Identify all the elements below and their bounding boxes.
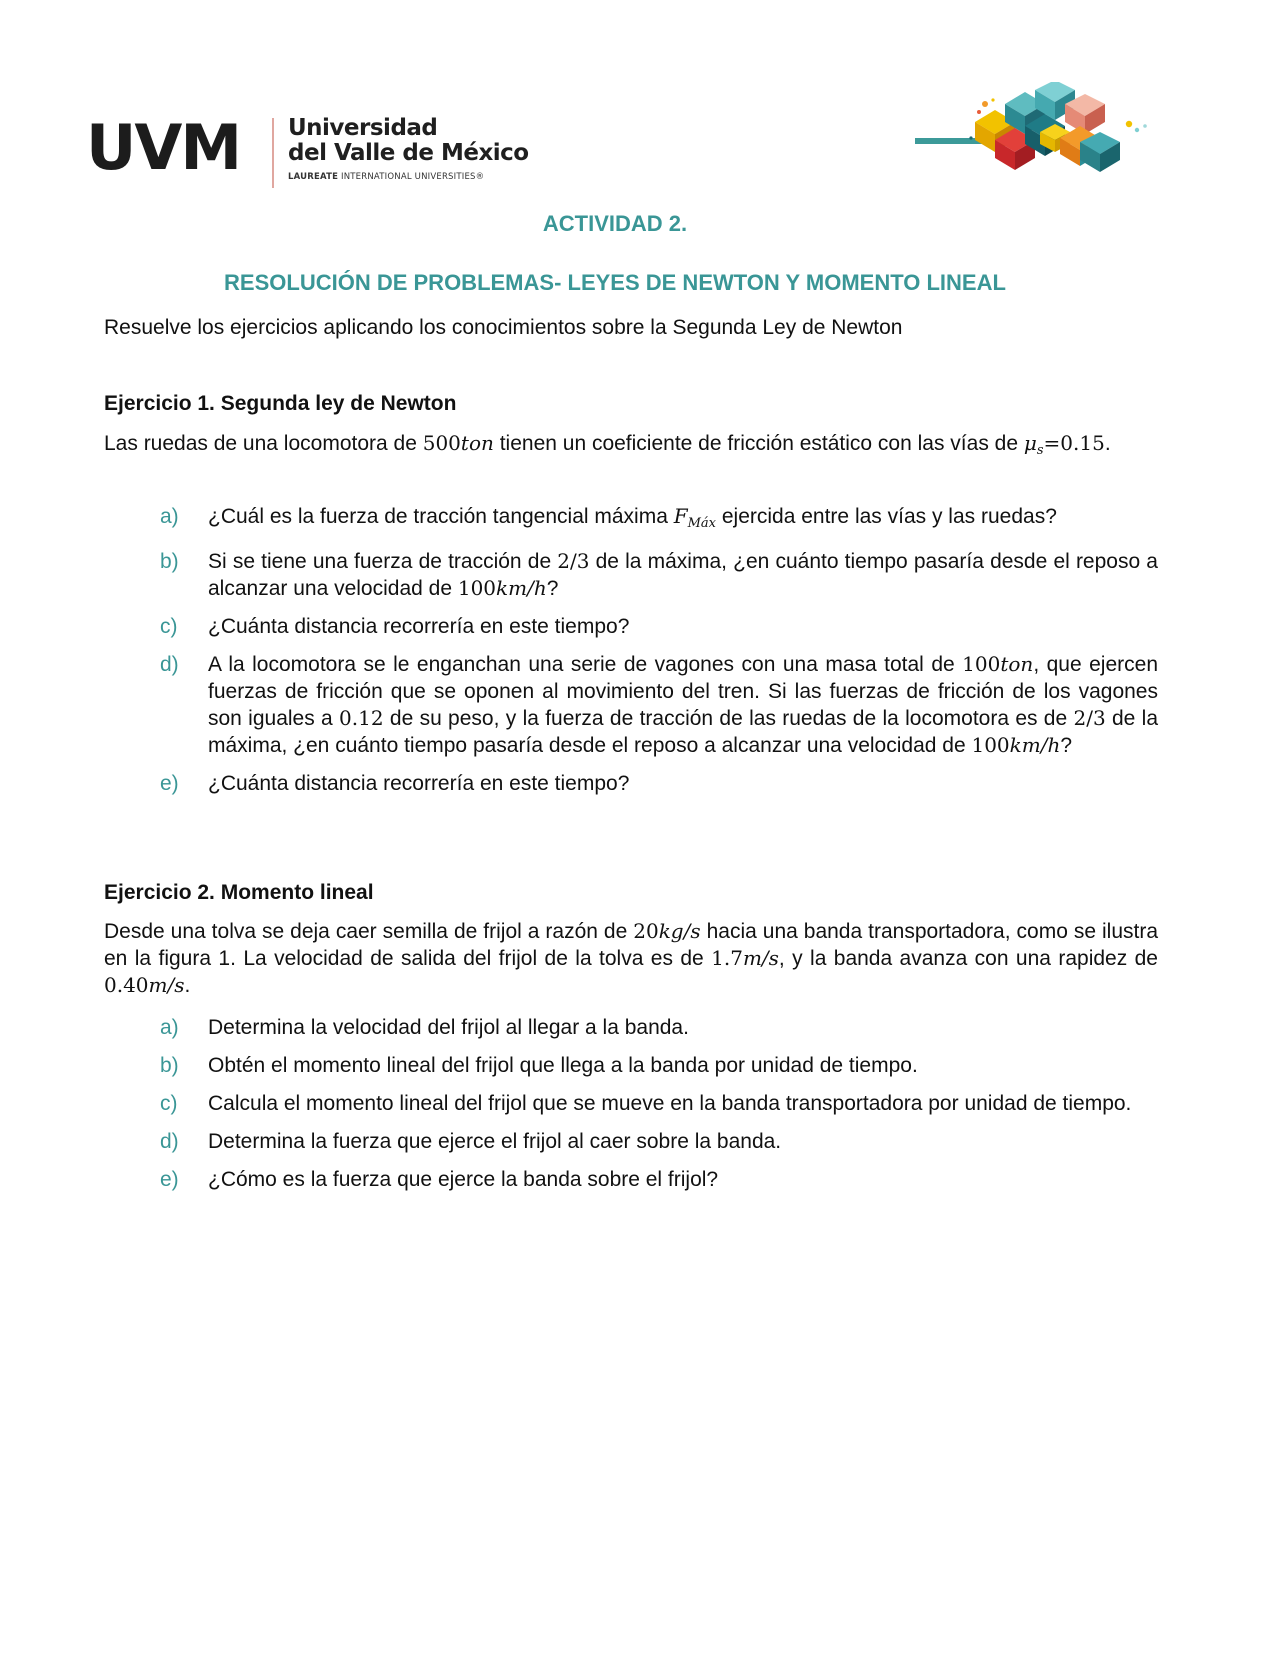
exercise-1-title: Ejercicio 1. Segunda ley de Newton	[104, 392, 457, 415]
list-item: a) Determina la velocidad del frijol al llegar a la banda.	[160, 1016, 689, 1039]
list-item: e) ¿Cuánta distancia recorrería en este tiempo?	[160, 772, 630, 795]
exercise-1-questions	[160, 503, 1158, 808]
instructions-text: Resuelve los ejercicios aplicando los conocimientos sobre la Segunda Ley de Newton	[104, 316, 903, 339]
list-item: a) ¿Cuál es la fuerza de tracción tangencial máxima $F_{Máx}$ ejercida entre las vías y las ruedas?	[160, 504, 1057, 531]
question-letter: b)	[160, 550, 179, 573]
laureate-tagline: LAUREATE INTERNATIONAL UNIVERSITIES®	[288, 172, 485, 182]
question-letter: a)	[160, 1016, 179, 1039]
question-letter: e)	[160, 772, 179, 795]
document-title: RESOLUCIÓN DE PROBLEMAS- LEYES DE NEWTON Y MOMENTO LINEAL	[224, 270, 1006, 295]
list-item: d) Determina la fuerza que ejerce el frijol al caer sobre la banda.	[160, 1130, 782, 1153]
list-item: b) Obtén el momento lineal del frijol que llega a la banda por unidad de tiempo.	[160, 1054, 918, 1077]
logo-divider	[272, 118, 274, 188]
institution-line-1: Universidad	[288, 115, 438, 141]
institution-line-2: del Valle de México	[288, 140, 529, 166]
list-item: e) ¿Cómo es la fuerza que ejerce la banda sobre el frijol?	[160, 1168, 719, 1191]
activity-title: ACTIVIDAD 2.	[542, 211, 688, 236]
question-letter: e)	[160, 1168, 179, 1191]
uvm-logo-mark: UVM	[86, 111, 241, 184]
exercise-2-title: Ejercicio 2. Momento lineal	[104, 881, 374, 904]
exercise-1-statement: Las ruedas de una locomotora de 500ton tienen un coeficiente de fricción estático con las vías de $\mu_s=0.15$.	[104, 431, 1111, 458]
exercise-2-questions	[160, 1014, 1158, 1204]
institution-name	[288, 116, 548, 182]
list-item: d) A la locomotora se le enganchan una serie de vagones con una masa total de 100ton, que ejercen fuerzas de fricción que se oponen al movimiento del tren. Si las fuerzas de fricción de los vagones son iguales a 0.12 de su peso, y la fuerza de tracción de las ruedas de la locomotora es de 2/3 de la máxima, ¿en cuánto tiempo pasaría desde el reposo a alcanzar una velocidad de 100km/h?	[160, 652, 1159, 757]
question-letter: c)	[160, 1092, 178, 1115]
question-letter: c)	[160, 615, 178, 638]
question-letter: a)	[160, 505, 179, 528]
exercise-2-statement: Desde una tolva se deja caer semilla de frijol a razón de 20kg/s hacia una banda transportadora, como se ilustra en la figura 1. La velocidad de salida del frijol de la tolva es de 1.7m/s, y la banda avanza con una rapidez de 0.40m/s.	[104, 919, 1159, 997]
decorative-cubes-logo	[915, 82, 1155, 192]
question-letter: d)	[160, 653, 179, 676]
list-item: c) ¿Cuánta distancia recorrería en este tiempo?	[160, 615, 630, 638]
uvm-logo	[86, 108, 529, 188]
question-letter: b)	[160, 1054, 179, 1077]
question-letter: d)	[160, 1130, 179, 1153]
list-item: c) Calcula el momento lineal del frijol que se mueve en la banda transportadora por unidad de tiempo.	[160, 1092, 1132, 1115]
list-item: b) Si se tiene una fuerza de tracción de 2/3 de la máxima, ¿en cuánto tiempo pasaría desde el reposo a alcanzar una velocidad de 100km/h?	[160, 549, 1158, 600]
